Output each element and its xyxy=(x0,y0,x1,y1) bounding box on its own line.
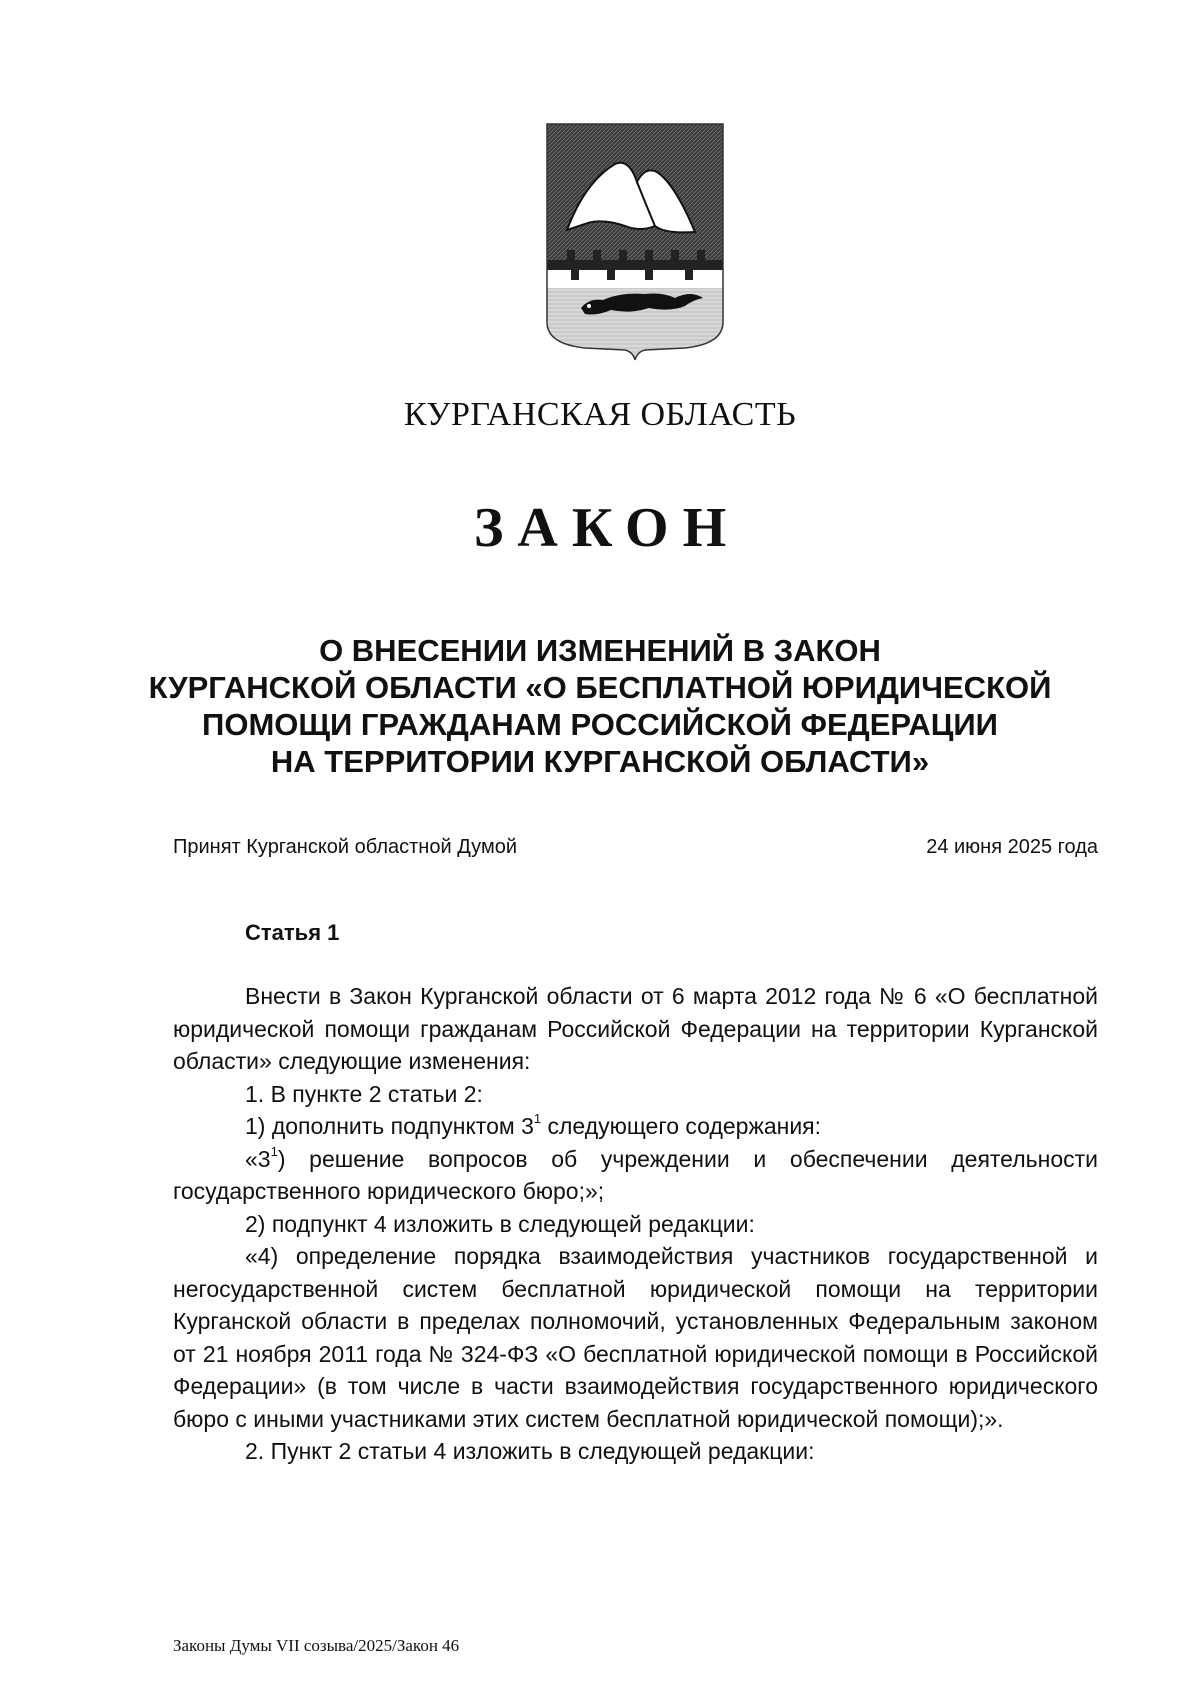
superscript: 1 xyxy=(270,1143,278,1159)
document-type: ЗАКОН xyxy=(473,497,741,559)
footer-reference: Законы Думы VII созыва/2025/Закон 46 xyxy=(173,1636,460,1655)
paragraph: 2. Пункт 2 статьи 4 изложить в следующей редакции: xyxy=(245,1438,815,1464)
paragraph: 1. В пункте 2 статьи 2: xyxy=(245,1080,483,1107)
law-title xyxy=(100,632,1100,780)
superscript: 1 xyxy=(533,1111,542,1127)
paragraph-text: 1) дополнить подпунктом 3 xyxy=(245,1113,534,1139)
paragraph: 2) подпункт 4 изложить в следующей редакции: xyxy=(245,1210,755,1237)
article-body xyxy=(173,980,1098,1468)
adopted-by: Принят Курганской областной Думой xyxy=(173,836,517,858)
paragraph xyxy=(173,1143,1098,1208)
law-title-line: КУРГАНСКОЙ ОБЛАСТИ «О БЕСПЛАТНОЙ ЮРИДИЧЕСКОЙ xyxy=(148,670,1052,705)
article-heading: Статья 1 xyxy=(245,920,340,945)
law-title-line: ПОМОЩИ ГРАЖДАНАМ РОССИЙСКОЙ ФЕДЕРАЦИИ xyxy=(202,707,998,742)
law-title-line: О ВНЕСЕНИИ ИЗМЕНЕНИЙ В ЗАКОН xyxy=(319,633,881,668)
paragraph-text: «3 xyxy=(245,1145,271,1172)
paragraph xyxy=(173,1110,1098,1143)
coat-of-arms-icon xyxy=(545,122,725,362)
paragraph-text: ) решение вопросов об учреждении и обеспечении деятельности государственного юридического бюро;»; xyxy=(173,1145,1098,1204)
law-title-line: НА ТЕРРИТОРИИ КУРГАНСКОЙ ОБЛАСТИ» xyxy=(270,744,930,779)
adoption-info xyxy=(173,836,1098,859)
adoption-date: 24 июня 2025 года xyxy=(926,836,1098,858)
paragraph-text: следующего содержания: xyxy=(541,1113,822,1139)
paragraph: Внести в Закон Курганской области от 6 марта 2012 года № 6 «О бесплатной юридической помощи гражданам Российской Федерации на территории Курганской области» следующие изменения: xyxy=(173,983,1098,1074)
region-name: КУРГАНСКАЯ ОБЛАСТЬ xyxy=(403,396,797,433)
paragraph: «4) определение порядка взаимодействия участников государственной и негосударственной систем бесплатной юридической помощи на территории Курганской области в пределах полномочий, установленных Федеральным законом от 21 ноября 2011 года № 324-ФЗ «О бесплатной юридической помощи в Российской Федерации» (в том числе в части взаимодействия государственного юридического бюро с иными участниками этих систем бесплатной юридической помощи);». xyxy=(173,1243,1098,1432)
